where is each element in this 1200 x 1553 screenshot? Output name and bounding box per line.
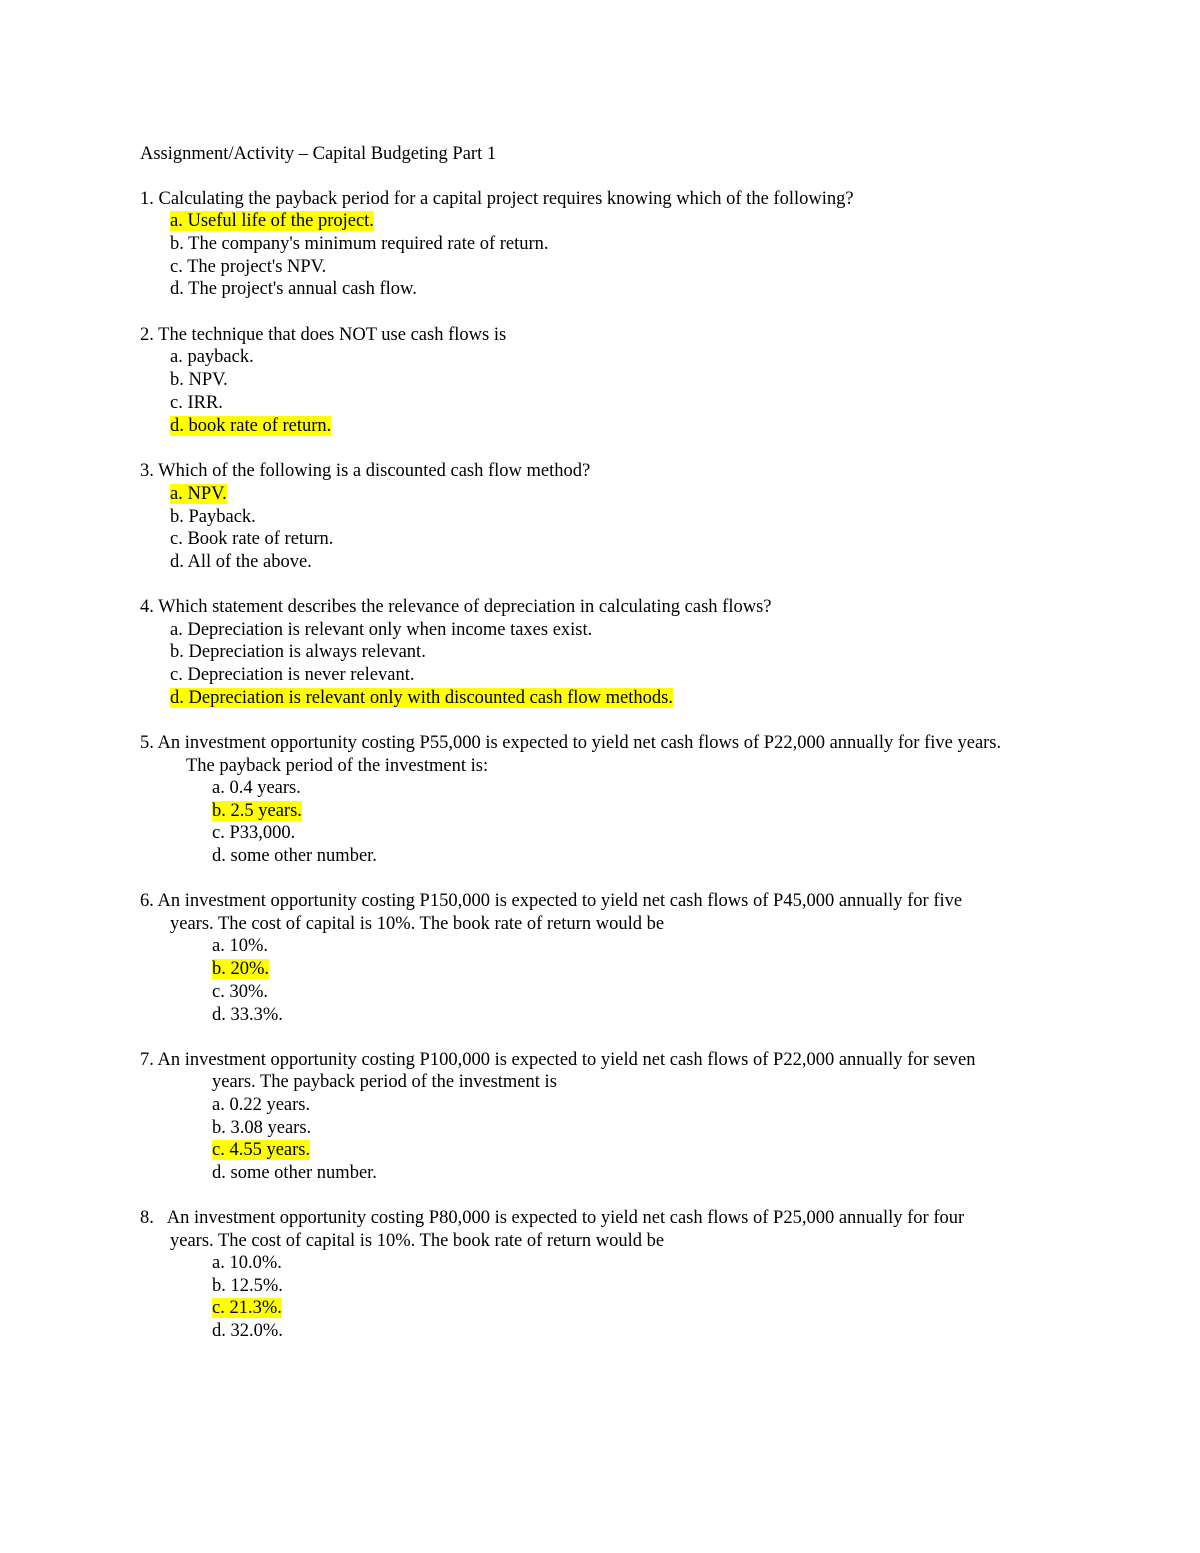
question-5-option-b	[212, 800, 302, 822]
answer-highlight: b. 20%.	[212, 959, 270, 979]
question-2-option-c: c. IRR.	[170, 393, 223, 413]
question-8-option-b: b. 12.5%.	[212, 1276, 283, 1296]
question-4-option-c: c. Depreciation is never relevant.	[170, 665, 415, 685]
question-4-option-b: b. Depreciation is always relevant.	[170, 642, 426, 662]
question-5-stem: 5. An investment opportunity costing P55,000 is expected to yield net cash flows of P22,000 annually for five years.	[140, 733, 1002, 753]
question-2-option-a: a. payback.	[170, 347, 254, 367]
question-1-option-c: c. The project's NPV.	[170, 257, 327, 277]
document-title: Assignment/Activity – Capital Budgeting Part 1	[140, 144, 497, 164]
question-8-option-d: d. 32.0%.	[212, 1321, 283, 1341]
answer-highlight: a. Useful life of the project.	[170, 211, 374, 231]
question-7-option-d: d. some other number.	[212, 1163, 377, 1183]
answer-highlight: b. 2.5 years.	[212, 801, 302, 821]
question-6-option-b	[212, 958, 269, 980]
question-2-option-d	[170, 415, 331, 437]
question-6-option-d: d. 33.3%.	[212, 1005, 283, 1025]
question-7-option-c	[212, 1139, 310, 1161]
question-3-stem: 3. Which of the following is a discounted cash flow method?	[140, 461, 591, 481]
question-3-option-c: c. Book rate of return.	[170, 529, 334, 549]
question-5-option-d: d. some other number.	[212, 846, 377, 866]
question-3-option-a	[170, 483, 227, 505]
question-8-stem: 8. An investment opportunity costing P80,000 is expected to yield net cash flows of P25,000 annually for four	[140, 1208, 965, 1228]
answer-highlight: c. 21.3%.	[212, 1298, 282, 1318]
question-8-option-c	[212, 1297, 282, 1319]
question-4-stem: 4. Which statement describes the relevance of depreciation in calculating cash flows?	[140, 597, 772, 617]
answer-highlight: c. 4.55 years.	[212, 1140, 311, 1160]
answer-highlight: d. Depreciation is relevant only with discounted cash flow methods.	[170, 688, 673, 708]
question-1-stem: 1. Calculating the payback period for a capital project requires knowing which of the following?	[140, 189, 854, 209]
question-1-option-d: d. The project's annual cash flow.	[170, 279, 417, 299]
question-1-option-a	[170, 210, 374, 232]
question-6-option-c: c. 30%.	[212, 982, 268, 1002]
question-7-option-a: a. 0.22 years.	[212, 1095, 311, 1115]
question-4-option-d	[170, 687, 673, 709]
question-3-option-b: b. Payback.	[170, 507, 256, 527]
answer-highlight: d. book rate of return.	[170, 416, 332, 436]
question-8-option-a: a. 10.0%.	[212, 1253, 282, 1273]
question-7-option-b: b. 3.08 years.	[212, 1118, 312, 1138]
question-5-stem-continued: The payback period of the investment is:	[186, 756, 489, 776]
question-5-option-a: a. 0.4 years.	[212, 778, 301, 798]
answer-highlight: a. NPV.	[170, 484, 227, 504]
question-5-option-c: c. P33,000.	[212, 823, 296, 843]
question-2-stem: 2. The technique that does NOT use cash flows is	[140, 325, 507, 345]
question-6-stem: 6. An investment opportunity costing P150,000 is expected to yield net cash flows of P45,000 annually for five	[140, 891, 963, 911]
question-6-stem-continued: years. The cost of capital is 10%. The book rate of return would be	[170, 914, 665, 934]
question-3-option-d: d. All of the above.	[170, 552, 312, 572]
question-6-option-a: a. 10%.	[212, 936, 268, 956]
question-8-stem-continued: years. The cost of capital is 10%. The book rate of return would be	[170, 1231, 665, 1251]
question-7-stem: 7. An investment opportunity costing P100,000 is expected to yield net cash flows of P22,000 annually for seven	[140, 1050, 976, 1070]
question-7-stem-continued: years. The payback period of the investment is	[212, 1072, 557, 1092]
question-2-option-b: b. NPV.	[170, 370, 228, 390]
question-4-option-a: a. Depreciation is relevant only when income taxes exist.	[170, 620, 593, 640]
question-1-option-b: b. The company's minimum required rate of return.	[170, 234, 549, 254]
